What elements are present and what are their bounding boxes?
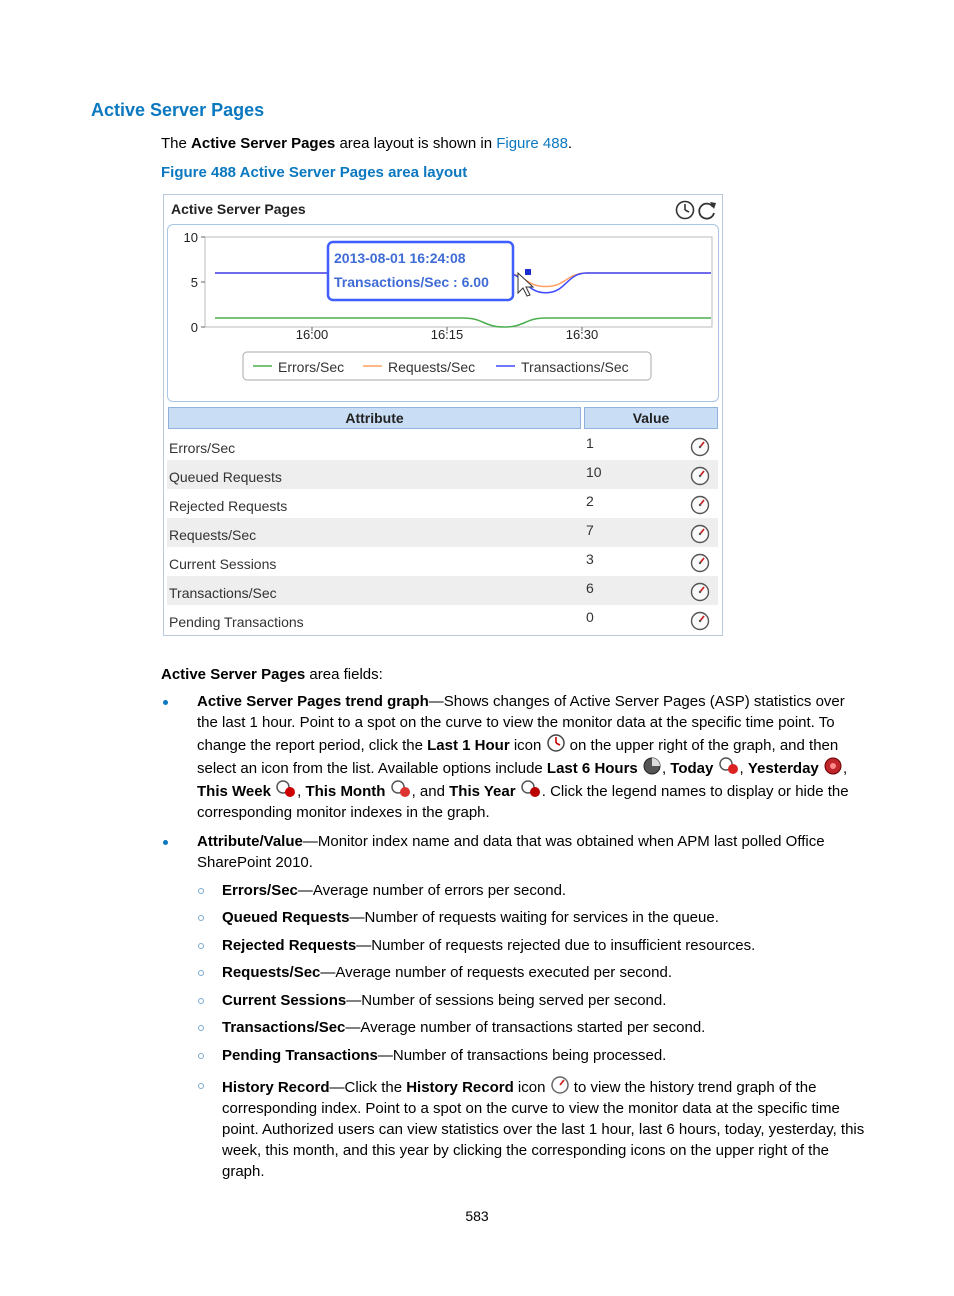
sub-item: Rejected Requests—Number of requests rejected due to insufficient resources. [222,937,756,954]
chart-legend [243,352,651,380]
x-tick-label: 16:30 [565,327,599,342]
section-title: Active Server Pages [91,100,265,120]
row-attribute: Rejected Requests [169,498,288,514]
y-tick-label: 10 [183,230,198,245]
legend-transactions[interactable]: Transactions/Sec [521,359,629,375]
sub-bullet-marker [198,970,204,976]
sub-item: Queued Requests—Number of requests waiting for services in the queue. [222,909,719,926]
fields-intro: Active Server Pages area fields: [161,666,383,683]
tooltip-value: Transactions/Sec : 6.00 [334,274,489,290]
this-week-icon [275,779,297,799]
x-tick-label: 16:00 [295,327,329,342]
refresh-icon[interactable] [699,202,716,219]
row-attribute: Queued Requests [169,469,282,485]
x-tick-label: 16:15 [430,327,464,342]
row-value: 2 [586,493,594,509]
y-tick-label: 5 [190,275,198,290]
row-attribute: Requests/Sec [169,527,257,543]
table-row [167,431,718,460]
history-record-icon[interactable] [690,553,710,576]
widget-title: Active Server Pages [171,201,306,217]
last-hour-icon [546,733,566,753]
row-attribute: Transactions/Sec [169,585,277,601]
sub-bullet-marker [198,943,204,949]
sub-bullet-marker [198,915,204,921]
tooltip-time: 2013-08-01 16:24:08 [334,250,466,266]
sub-bullet-marker [198,1083,204,1089]
y-tick-label: 0 [190,320,198,335]
history-record-icon[interactable] [690,495,710,518]
history-record-icon[interactable] [690,524,710,547]
row-attribute: Errors/Sec [169,440,236,456]
sub-bullet-marker [198,998,204,1004]
table-row [167,576,718,605]
row-value: 10 [586,464,602,480]
column-header-attribute: Attribute [168,407,581,429]
row-attribute: Current Sessions [169,556,277,572]
column-header-value: Value [584,407,718,429]
table-row [167,547,718,576]
legend-errors[interactable]: Errors/Sec [278,359,345,375]
table-row [167,460,718,489]
sub-item: Transactions/Sec—Average number of transactions started per second. [222,1019,706,1036]
figure-caption: Figure 488 Active Server Pages area layout [161,164,468,181]
sub-bullet-marker [198,1053,204,1059]
history-record-icon[interactable] [690,466,710,489]
this-month-icon [390,779,412,799]
this-year-icon [520,779,542,799]
bullet-marker [163,840,168,845]
row-attribute: Pending Transactions [169,614,304,630]
row-value: 3 [586,551,594,567]
history-record-icon[interactable] [690,437,710,460]
history-record-icon[interactable] [690,611,710,634]
history-record-icon[interactable] [690,582,710,605]
sub-bullet-marker [198,888,204,894]
row-value: 1 [586,435,594,451]
sub-bullet-marker [198,1025,204,1031]
sub-item: Requests/Sec—Average number of requests executed per second. [222,964,672,981]
asp-widget [163,194,723,636]
page-number: 583 [465,1208,489,1224]
clock-icon[interactable] [677,202,694,219]
figure-link[interactable]: Figure 488 [496,135,568,152]
sub-item: Pending Transactions—Number of transactions being processed. [222,1047,667,1064]
table-row [167,605,718,634]
bullet-attribute-value: Attribute/Value—Monitor index name and data that was obtained when APM last polled Office SharePoint 2010. [197,833,825,871]
yesterday-icon [823,756,843,776]
bullet-marker [163,700,168,705]
trend-chart[interactable] [168,225,718,401]
chart-tooltip [328,242,513,300]
bullet-trend-graph: Active Server Pages trend graph—Shows changes of Active Server Pages (ASP) statistics over the last 1 hour. Point to a spot on the curve to view the monitor data at the specific time point. To change the report period, click the Last 1 Hour icon on the upper right of the graph, and then select an icon from the list. Available options include Last 6 Hours , Today , Yesterday , This Week , This Month , and This Year . Click the legend names to display or hide the corresponding monitor indexes in the graph. [197,693,849,821]
sub-item: Current Sessions—Number of sessions being served per second. [222,992,667,1009]
row-value: 7 [586,522,594,538]
legend-requests[interactable]: Requests/Sec [388,359,476,375]
hover-marker [525,269,531,275]
last-six-hours-icon [642,756,662,776]
trend-graph [167,224,719,402]
row-value: 0 [586,609,594,625]
sub-item-history-record: History Record—Click the History Record icon to view the history trend graph of the corresponding index. Point to a spot on the curve to view the monitor data at the specific time point. Authorized users can view statistics over the last 1 hour, last 6 hours, today, yesterday, this week, this month, and this year by clicking the corresponding icons on the upper right of the graph. [222,1075,867,1182]
intro-paragraph: The Active Server Pages area layout is shown in Figure 488. [161,135,573,152]
history-record-icon [550,1075,570,1095]
row-value: 6 [586,580,594,596]
today-icon [718,756,740,776]
table-row [167,489,718,518]
widget-toolbar [674,199,718,226]
table-row [167,518,718,547]
sub-item: Errors/Sec—Average number of errors per second. [222,882,567,899]
